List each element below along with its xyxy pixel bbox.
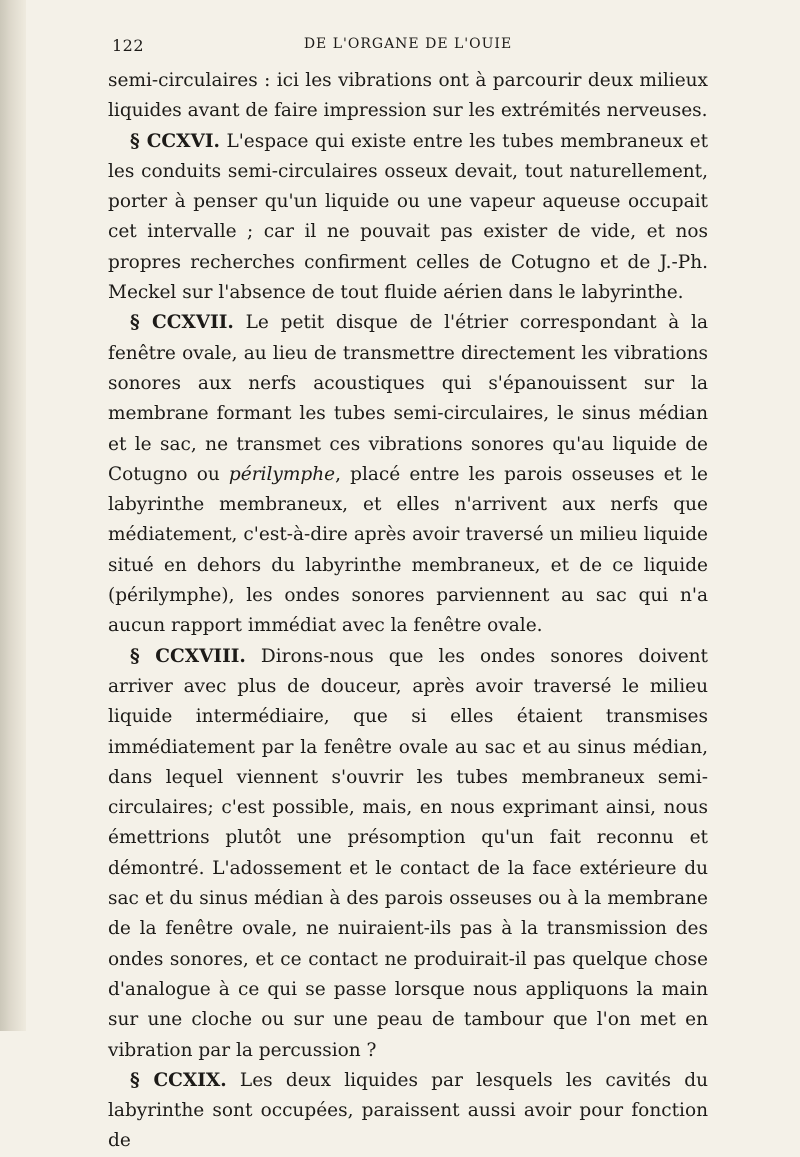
italic-term: périlymphe <box>228 463 336 485</box>
section-number: § CCXVI. <box>130 130 220 152</box>
body-text <box>108 66 708 1157</box>
section-number: § CCXVIII. <box>130 645 246 667</box>
paragraph-ccxvi <box>108 127 708 309</box>
section-number: § CCXVII. <box>130 312 234 334</box>
paragraph-text: L'espace qui existe entre les tubes membraneux et les conduits semi-circulaires osseux devait, tout naturellement, porter à penser qu'un liquide ou une vapeur aqueuse occupait cet intervalle ; car il ne pouvait pas exister de vide, et nos propres recherches confirment celles de Cotugno et de J.-Ph. Meckel sur l'absence de tout fluide aérien dans le labyrinthe. <box>108 130 709 304</box>
book-page <box>108 36 708 1157</box>
paragraph-text: Le petit disque de l'étrier correspondant à la fenêtre ovale, au lieu de transmettre directement les vibrations sonores aux nerfs acoustiques qui s'épanouissent sur la membrane formant les tubes semi-circulaires, le sinus médian et le sac, ne transmet ces vibrations sonores qu'au liquide de Cotugno ou <box>108 312 708 485</box>
paragraph-text: , placé entre les parois osseuses et le labyrinthe membraneux, et elles n'arrivent aux nerfs que médiatement, c'est-à-dire après avoir traversé un milieu liquide situé en dehors du labyrinthe membraneux, et de ce liquide (périlymphe), les ondes sonores parviennent au sac qui n'a aucun rapport immédiat avec la fenêtre ovale. <box>108 463 709 637</box>
paragraph-continuation <box>108 66 708 127</box>
paragraph-text: Les deux liquides par lesquels les cavités du labyrinthe sont occupées, paraissent aussi avoir pour fonction de <box>108 1069 708 1152</box>
paragraph-text: semi-circulaires : ici les vibrations ont à parcourir deux milieux liquides avant de faire impression sur les extrémités nerveuses. <box>108 70 708 122</box>
page-header <box>108 36 708 60</box>
paragraph-ccxix <box>108 1066 708 1157</box>
page-edge-shadow <box>0 0 26 1031</box>
page-number: 122 <box>112 36 145 55</box>
running-head: DE L'ORGANE DE L'OUIE <box>303 36 513 52</box>
paragraph-ccxvii <box>108 308 708 641</box>
section-number: § CCXIX. <box>130 1069 227 1091</box>
paragraph-text: Dirons-nous que les ondes sonores doivent arriver avec plus de douceur, après avoir traversé le milieu liquide intermédiaire, que si elles étaient transmises immédiatement par la fenêtre ovale au sac et au sinus médian, dans lequel viennent s'ouvrir les tubes membraneux semi-circulaires; c'est possible, mais, en nous exprimant ainsi, nous émettrions plutôt une présomption qu'un fait reconnu et démontré. L'adossement et le contact de la face extérieure du sac et du sinus médian à des parois osseuses ou à la membrane de la fenêtre ovale, ne nuiraient-ils pas à la transmission des ondes sonores, et ce contact ne produirait-il pas quelque chose d'analogue à ce qui se passe lorsque nous appliquons la main sur une cloche ou sur une peau de tambour que l'on met en vibration par la percussion ? <box>108 645 708 1061</box>
paragraph-ccxviii <box>108 642 708 1066</box>
